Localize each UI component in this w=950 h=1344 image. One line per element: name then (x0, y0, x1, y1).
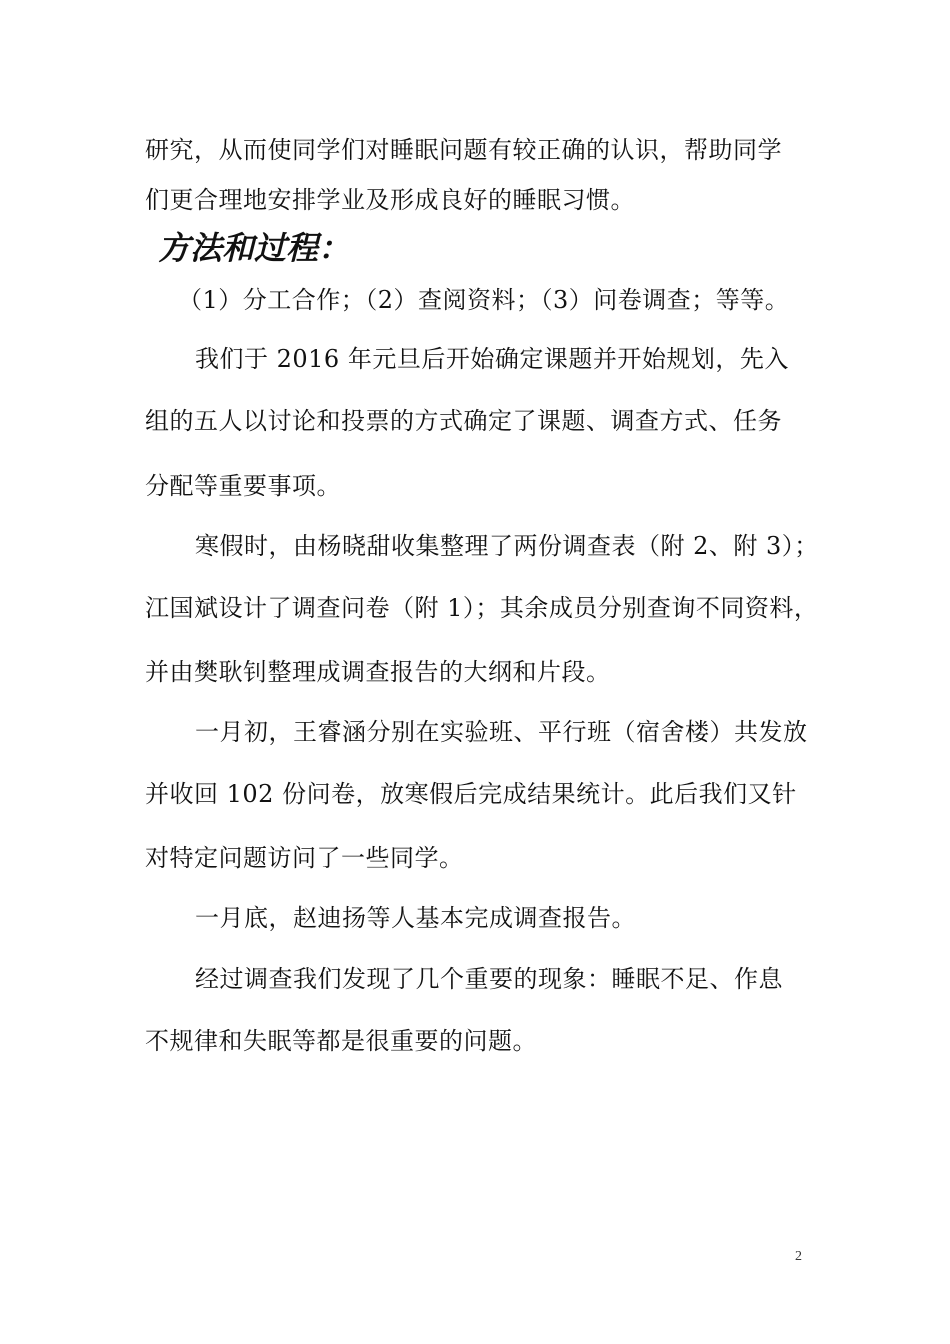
paragraph-line: 一月底，赵迪扬等人基本完成调查报告。 (195, 904, 636, 932)
paragraph-line: 并收回 102 份问卷，放寒假后完成结果统计。此后我们又针 (145, 780, 797, 808)
paragraph-line: 我们于 2016 年元旦后开始确定课题并开始规划，先入 (195, 345, 789, 373)
paragraph-line: （1）分工合作；（2）查阅资料；（3）问卷调查；等等。 (178, 286, 790, 314)
paragraph-line: 不规律和失眠等都是很重要的问题。 (145, 1027, 537, 1055)
page-number: 2 (795, 1249, 802, 1264)
section-heading: 方法和过程： (158, 229, 351, 267)
paragraph-line: 江国斌设计了调查问卷（附 1）；其余成员分别查询不同资料， (145, 594, 819, 622)
paragraph-line: 组的五人以讨论和投票的方式确定了课题、调查方式、任务 (145, 407, 782, 435)
paragraph-line: 并由樊耿钊整理成调查报告的大纲和片段。 (145, 658, 611, 686)
paragraph-line: 研究，从而使同学们对睡眠问题有较正确的认识，帮助同学 (145, 136, 782, 164)
paragraph-line: 寒假时，由杨晓甜收集整理了两份调查表（附 2、附 3）； (195, 532, 819, 560)
paragraph-line: 对特定问题访问了一些同学。 (145, 844, 464, 872)
paragraph-line: 们更合理地安排学业及形成良好的睡眠习惯。 (145, 186, 635, 214)
paragraph-line: 分配等重要事项。 (145, 472, 341, 500)
paragraph-line: 经过调查我们发现了几个重要的现象：睡眠不足、作息 (195, 965, 783, 993)
paragraph-line: 一月初，王睿涵分别在实验班、平行班（宿舍楼）共发放 (195, 718, 808, 746)
